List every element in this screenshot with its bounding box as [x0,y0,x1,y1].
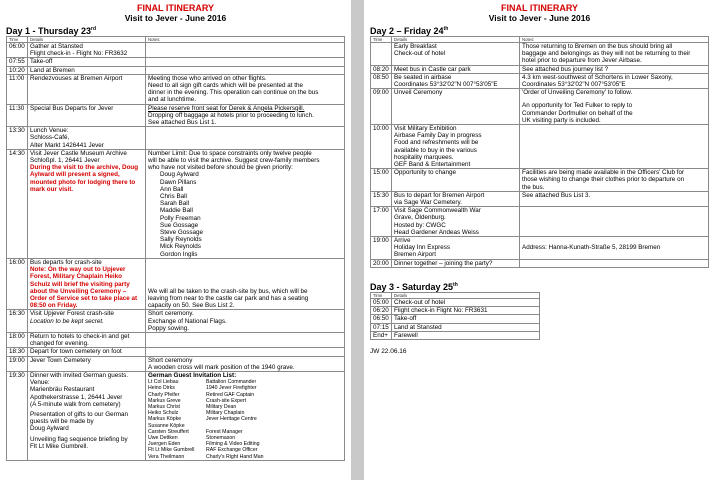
table-row: 14:30 Visit Jever Castle Museum Archive Schloßpl. 1, 26441 Jever During the visit to the archive, Doug Aylward will present a signed, mounted photo for lodging there to mark our visit. Number Limit: Due to space constraints only twelve people will be able to visit the archive. Suggest crew-family members who have not visited before should be given priority: Doug Aylward Dawn Pillans Ann Ball Chris Ball Sarah Ball Maddie Ball Polly Freeman Sue Gossage Steve Gossage Sally Reynolds Mick Reynolds Gordon Inglis [7,149,345,258]
guest-name: Susanne Köpke [148,422,185,429]
document-footer: JW 22.06.16 [370,347,407,355]
table-header-row: Time Details Notes: [371,37,709,43]
table-row: 06:00 Gather at Stansted Flight check-in - Flight No: FR3632 [7,43,345,58]
table-row: End+ Farewell [371,331,540,339]
guest-name: Carsten Streuffert [148,428,189,435]
table-row: 19:00 Jever Town Cemetery Short ceremony A wooden cross will mark position of the 1940 grave. [7,356,345,371]
list-item: Sally Reynolds [160,236,202,244]
guest-name: Markus Christ [148,403,180,410]
list-item: Ann Ball [160,185,184,193]
guest-name: Juergen Eden [148,441,181,448]
guest-name: Flt Lt Mike Gumbrell [148,447,195,454]
guest-list-heading: German Guest Invitation List: [148,371,237,379]
guest-role: Crash-site Expert [206,397,247,404]
table-row: 06:50 Take-off [371,315,540,323]
list-item: Doug Aylward [160,171,199,179]
itinerary-title-2: FINAL ITINERARY [500,3,578,13]
table-row: 19:30 Dinner with invited German guests. Venue: Marienbräu Restaurant Apothekerstrasse 1, 26441 Jever (A 5-minute walk from cemetery) Presentation of gifts to our German guests will be made by Doug Aylward Unveiling flag sequence briefing by Flt Lt Mike Gumbrell. German Guest Invitation List: Lt Col Liebau Battalion Commander Heino Dirks 1940 Jever Firefighter Charly Pfeifer Retired GAF Captain Markus Greve Crash-site Expert Markus Christ Military Dean Heiko Schulz Military Chaplain Markus Köpke Jever Heritage Centre Susanne Köpke Carsten Streuffert Forest Manager Uwe Dettken Stonemason Juergen Eden Filming & Video Editing Flt Lt Mike Gumbrell RAF Exchange Officer Vera Theilmann Charly's Right Hand Man [7,371,345,460]
guest-name: Uwe Dettken [148,434,178,441]
guest-role: Military Chaplain [206,410,245,417]
guest-role: Jever Heritage Centre [206,416,257,423]
table-row: 11:30 Special Bus Departs for Jever Please reserve front seat for Derek & Angela Pickersgill. Dropping off baggage at hotels prior to proceeding to lunch. See attached Bus List 1. [7,104,345,127]
archive-visitor-list [148,171,342,257]
itinerary-subtitle-2: Visit to Jever - June 2016 [488,13,591,23]
table-row: 15:30 Bus to depart for Bremen Airport via Sage War Cemetery. See attached Bus List 3. [371,191,709,206]
table-row: 07:55 Take-off [7,58,345,66]
guest-role: Military Dean [206,403,237,410]
table-row: 20:00 Dinner together – joining the party? [371,259,709,267]
guest-name: Vera Theilmann [148,453,185,460]
day2-heading: Day 2 – Friday 24th [370,26,449,36]
list-item: Polly Freeman [160,214,201,222]
table-row: 08:50 Be seated in airbase Coordinates 53°32'02"N 007°53'05"E 4.3 km west-southwest of Schortens in Lower Saxony, Coordinates 53°32'02"N 007°53'05"E [371,73,709,88]
table-row: 16:30 Visit Upjever Forest crash-site Location to be kept secret. Short ceremony. Exchange of National Flags. Poppy sowing. [7,310,345,333]
guest-name: Markus Köpke [148,416,182,423]
itinerary-page-1 [0,0,351,480]
guest-role: Charly's Right Hand Man [206,453,264,460]
table-row: 08:20 Meet bus in Castle car park See attached bus journey list ? [371,65,709,73]
table-row: Early Breakfast Check-out of hotel Those returning to Bremen on the bus should bring all baggage and belongings as they will not be returning to their hotel prior to departure from Jever Airbase. [371,43,709,66]
list-item: Maddie Ball [160,207,193,215]
list-item: Gordon Inglis [160,250,198,258]
day3-heading: Day 3 - Saturday 25th [370,281,458,292]
table-row: 10:20 Land at Bremen [7,66,345,74]
table-row: 10:00 Visit Military Exhibition Airbase Family Day in progress Food and refreshments will be available to buy in the various hospitality marquees. GEF Band & Entertainment [371,125,709,169]
day3-schedule-table [370,292,540,340]
day1-heading: Day 1 - Thursday 23rd [6,26,97,36]
table-row: 18:30 Depart for town cemetery on foot [7,348,345,356]
list-item: Sue Gossage [160,221,199,229]
table-row: 16:00 Bus departs for crash-site Note: On the way out to Upjever Forest, Military Chaplain Heiko Schulz will brief the visiting party about the Unveiling Ceremony – Order of Service set to take place at 08:50 on Friday. We will all be taken to the crash-site by bus, which will be leaving from near to the castle car park and has a seating capacity on 50. See Bus List 2. [7,258,345,309]
guest-name: Markus Greve [148,397,181,404]
table-row: 07:15 Land at Stansted [371,323,540,331]
guest-role: Battalion Commander [206,379,257,386]
list-item: Dawn Pillans [160,178,197,186]
guest-list [148,379,342,460]
list-item: Sarah Ball [160,200,190,208]
table-row: 13:30 Lunch Venue: Schloss-Café, Alter Markt 1426441 Jever [7,127,345,150]
table-row: 18:00 Return to hotels to check-in and get changed for evening. [7,332,345,347]
guest-role: RAF Exchange Officer [206,447,258,454]
guest-role: Stonemason [206,434,236,441]
table-row: 17:00 Visit Sage Commonwealth War Grave, Oldenburg. Hosted by: CWGC Head Gardener Andeas Weiss [371,207,709,237]
guest-name: Heiko Schulz [148,410,179,417]
guest-row [148,454,342,460]
guest-role: 1940 Jever Firefighter [206,385,257,392]
table-row: 06:20 Flight check-in Flight No: FR3631 [371,307,540,315]
itinerary-title: FINAL ITINERARY [136,3,214,13]
guest-name: Heino Dirks [148,385,175,392]
guest-name: Charly Pfeifer [148,391,180,398]
archive-note: During the visit to the archive, Doug [30,164,139,172]
list-item: Steve Gossage [160,229,204,237]
table-row: 05:00 Check-out of hotel [371,298,540,306]
day1-schedule-table [6,36,345,461]
table-row: 09:00 Unveil Ceremony 'Order of Unveiling Ceremony' to follow. An opportunity for Ted Fulker to reply to Commander Dorfmuller on behalf of the UK visiting party is included. [371,89,709,125]
table-header-row: Time Details [371,292,540,298]
list-item: Chris Ball [160,193,187,201]
itinerary-page-2 [364,0,715,480]
col-details-header: Details [28,37,146,43]
table-row: 15:00 Opportunity to change Facilities are being made available in the Officers' Club for those wishing to change their clothes prior to departure on the bus. [371,169,709,192]
table-row: 19:00 Arrive Holiday Inn Express Bremen Airport Address: Hanna-Kunath-Straße 5, 28199 Bremen [371,237,709,260]
list-item: Mick Reynolds [160,243,201,251]
day2-schedule-table [370,36,709,268]
table-row: 11:00 Rendezvouses at Bremen Airport Meeting those who arrived on other flights. Need to all sign gift cards which will be presented at the dinner in the evening. This operation can continue on the bus and at lunchtime. [7,74,345,104]
guest-role: Forest Manager [206,428,243,435]
itinerary-subtitle: Visit to Jever - June 2016 [124,13,227,23]
col-time-header: Time [7,37,28,43]
guest-name: Lt Col Liebau [148,379,179,386]
guest-role: Filming & Video Editing [206,441,260,448]
col-notes-header: Notes: [146,37,345,43]
briefing-note: Note: On the way out to Upjever [30,266,126,274]
guest-role: Retired GAF Captain [206,391,255,398]
